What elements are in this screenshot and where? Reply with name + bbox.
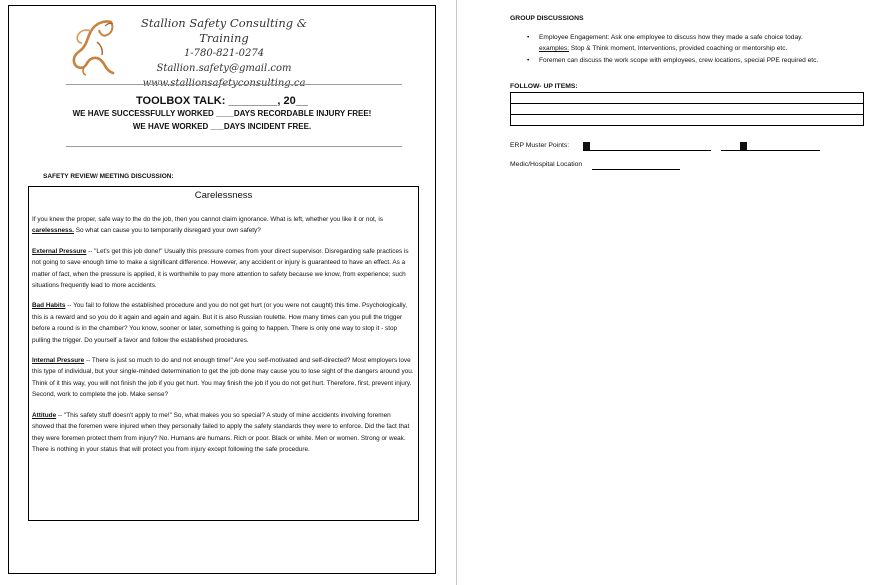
meeting-discussion-label: SAFETY REVIEW/ MEETING DISCUSSION:	[43, 173, 174, 180]
divider	[66, 84, 402, 85]
topic-box	[28, 186, 419, 521]
erp-muster-label: ERP Muster Points:	[510, 142, 570, 149]
discussion-bullets	[527, 32, 887, 67]
section-internal-pressure: Internal Pressure -- There is just so much to do and not enough time!" Are you self-motivated and self-directed? Most employers love this type of individual, but your single-minded determination to get the job done may cause you to lose sight of the dangers around you. Think of it this way, you will not finish the job if you get hurt. You may finish the job if you do not get hurt. Therefore, first, prevent injury. Second, work to complete the job. Make sense?	[32, 357, 414, 399]
topic-title: Carelessness	[194, 190, 253, 201]
toolbox-title: TOOLBOX TALK: ________, 20__	[136, 95, 308, 107]
page-gap	[436, 0, 455, 585]
checkbox-marker	[583, 142, 590, 150]
follow-up-row[interactable]	[511, 104, 864, 115]
topic-intro: If you knew the proper, safe way to the do the job, then you cannot claim ignorance. What is left, whether you like it or not, is carelessness. So what can cause you to temporarily disregard your own safety?	[32, 216, 383, 235]
follow-up-row[interactable]	[511, 93, 864, 104]
medic-location-field[interactable]	[592, 169, 680, 170]
bullet-foremen: • Foremen can discuss the work scope with employees, crew locations, special PPE required etc.	[527, 55, 887, 66]
erp-field-1[interactable]	[583, 150, 711, 151]
divider	[66, 146, 402, 147]
company-name: Stallion Safety Consulting & Training	[140, 16, 308, 45]
topic-body	[32, 214, 414, 464]
checkbox-marker	[740, 142, 747, 150]
company-website: www.stallionsafetyconsulting.ca	[142, 78, 306, 89]
section-bad-habits: Bad Habits -- You fail to follow the established procedure and you do not get hurt (or you were not caught) this time. Psychologically, this is a reward and so you do it again and again and again. But it is also Russian roulette. How many times can you pull the trigger before a round is in the chamber? You know, sooner or later, something is going to happen. There is only one way to stop it - stop pulling the trigger. Do yourself a favor and follow the established procedures.	[32, 302, 408, 344]
company-phone: 1-780-821-0274	[183, 48, 265, 59]
document-page-2	[456, 0, 893, 585]
carelessness-term: carelessness.	[32, 227, 74, 235]
company-header	[129, 16, 319, 91]
section-external-pressure: External Pressure -- "Let's get this job done!" Usually this pressure comes from your direct supervisor. Disregarding safe practices is not going to save enough time to make a significant difference. However, any accident or injury is guaranteed to have an effect. As a matter of fact, when the pressure is applied, it is worthwhile to pay more attention to safety because we know, from experience; such situations frequently lead to more accidents.	[32, 247, 409, 290]
injury-free-line: WE HAVE SUCCESSFULLY WORKED ____DAYS RECORDABLE INJURY FREE!	[72, 109, 372, 118]
section-attitude: Attitude -- "This safety stuff doesn't apply to me!" So, what makes you so special? A study of mine accidents involving foremen showed that the foremen were injured when they personally failed to apply the safety standards they were to enforce. Did the fact that they were foremen protect them from injury? No. Humans are humans. Rich or poor. Black or white. Men or women. Strong or weak. There is nothing in your status that will protect you from injury except following the safe procedure.	[32, 411, 410, 453]
erp-field-2[interactable]	[721, 150, 820, 151]
company-email: Stallion.safety@gmail.com	[156, 63, 292, 74]
follow-up-title: FOLLOW- UP ITEMS:	[510, 83, 578, 90]
horse-logo-icon	[67, 18, 123, 76]
document-page-1	[8, 5, 436, 574]
medic-location-label: Medic/Hospital Location	[510, 161, 583, 168]
follow-up-table	[510, 92, 864, 126]
bullet-employee-engagement: • Employee Engagement: Ask one employee to discuss how they made a safe choice today. examples: Stop & Think moment, Interventions, provided coaching or mentorship etc.	[527, 32, 887, 54]
incident-free-line: WE HAVE WORKED ___DAYS INCIDENT FREE.	[132, 122, 312, 131]
follow-up-row[interactable]	[511, 115, 864, 126]
group-discussions-title: GROUP DISCUSSIONS	[510, 15, 584, 22]
